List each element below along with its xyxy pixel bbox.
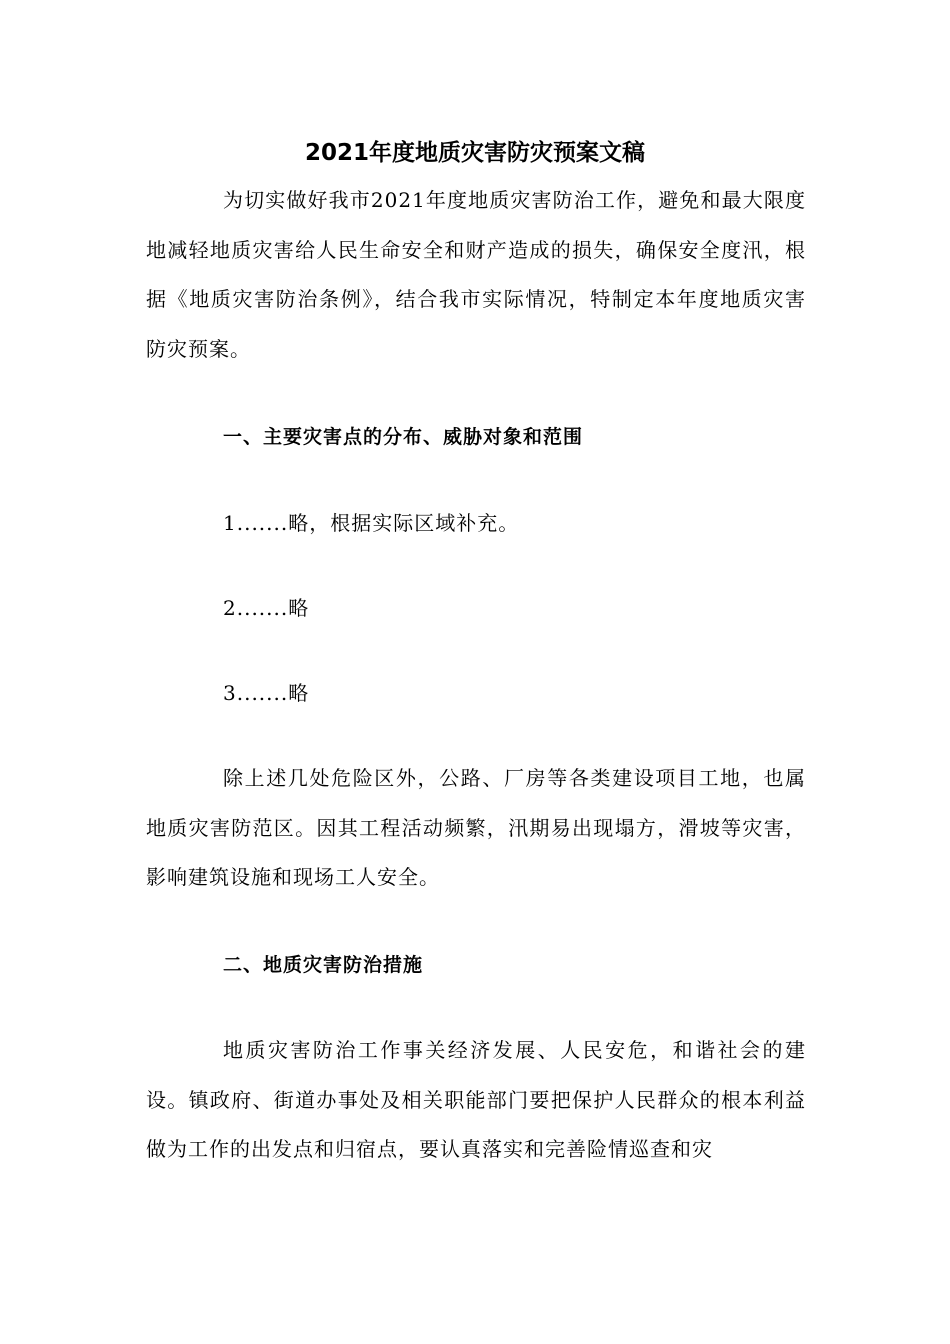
section-2-paragraph: 地质灾害防治工作事关经济发展、人民安危，和谐社会的建设。镇政府、街道办事处及相关职能部门要把保护人民群众的根本利益做为工作的出发点和归宿点，要认真落实和完善险情巡查和灾 <box>146 1038 806 1161</box>
section-1-heading: 一、主要灾害点的分布、威胁对象和范围 <box>223 426 584 448</box>
section-1-item-3: 3.......略 <box>223 681 310 705</box>
section-2-heading: 二、地质灾害防治措施 <box>223 954 424 976</box>
section-1-item-2: 2.......略 <box>223 596 310 620</box>
intro-paragraph: 为切实做好我市2021年度地质灾害防治工作，避免和最大限度地减轻地质灾害给人民生命安全和财产造成的损失，确保安全度汛，根据《地质灾害防治条例》，结合我市实际情况，特制定本年度地质灾害防灾预案。 <box>146 188 806 361</box>
section-1-paragraph: 除上述几处危险区外，公路、厂房等各类建设项目工地，也属地质灾害防范区。因其工程活动频繁，汛期易出现塌方，滑坡等灾害，影响建筑设施和现场工人安全。 <box>146 766 806 889</box>
section-1-item-1: 1.......略，根据实际区域补充。 <box>223 511 520 535</box>
document-title: 2021年度地质灾害防灾预案文稿 <box>304 140 645 166</box>
